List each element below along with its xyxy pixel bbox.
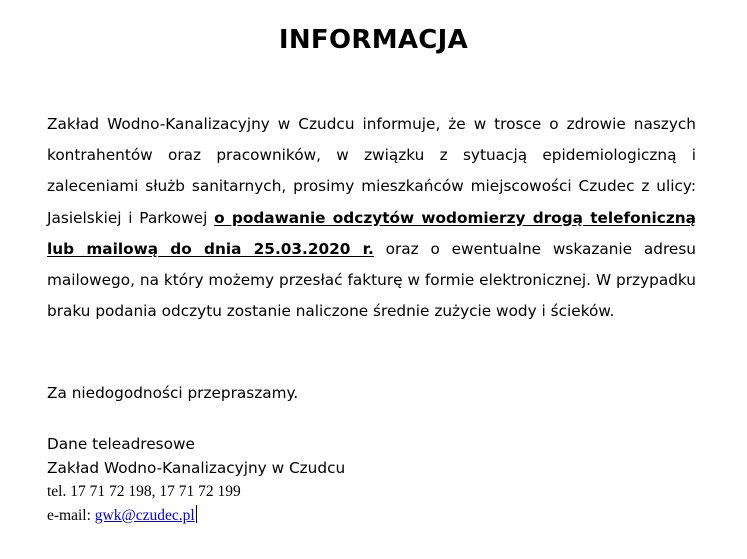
text-cursor xyxy=(196,505,198,523)
announcement-paragraph xyxy=(47,109,696,327)
contact-email-label: e-mail: xyxy=(47,506,95,524)
contact-company: Zakład Wodno-Kanalizacyjny w Czudcu xyxy=(47,458,346,477)
paragraph-rest-text: oraz o ewentualne wskazanie adresu mailowego, na który możemy przesłać fakturę w formie elektronicznej. W przypadku braku podania odczytu zostanie naliczone średnie zużycie wody i ścieków. xyxy=(47,239,696,321)
document-title: INFORMACJA xyxy=(278,25,469,55)
contact-phone: tel. 17 71 72 198, 17 71 72 199 xyxy=(47,483,241,500)
paragraph-emphasis-text: o podawanie odczytów wodomierzy drogą telefoniczną lub mailową do dnia 25.03.2020 r. xyxy=(47,208,696,258)
contact-heading: Dane teleadresowe xyxy=(47,435,195,453)
contact-email-line xyxy=(47,504,707,528)
paragraph-intro-text: Zakład Wodno-Kanalizacyjny w Czudcu informuje, że w trosce o zdrowie naszych kontrahentów oraz pracowników, w związku z sytuacją epidemiologiczną i zaleceniami służb sanitarnych, prosimy mieszkańców miejscowości Czudec z ulicy: Jasielskiej i Parkowej xyxy=(47,115,696,227)
contact-email-link[interactable]: gwk@czudec.pl xyxy=(94,506,195,524)
apology-text: Za niedogodności przepraszamy. xyxy=(47,384,299,402)
contact-block xyxy=(47,433,707,527)
